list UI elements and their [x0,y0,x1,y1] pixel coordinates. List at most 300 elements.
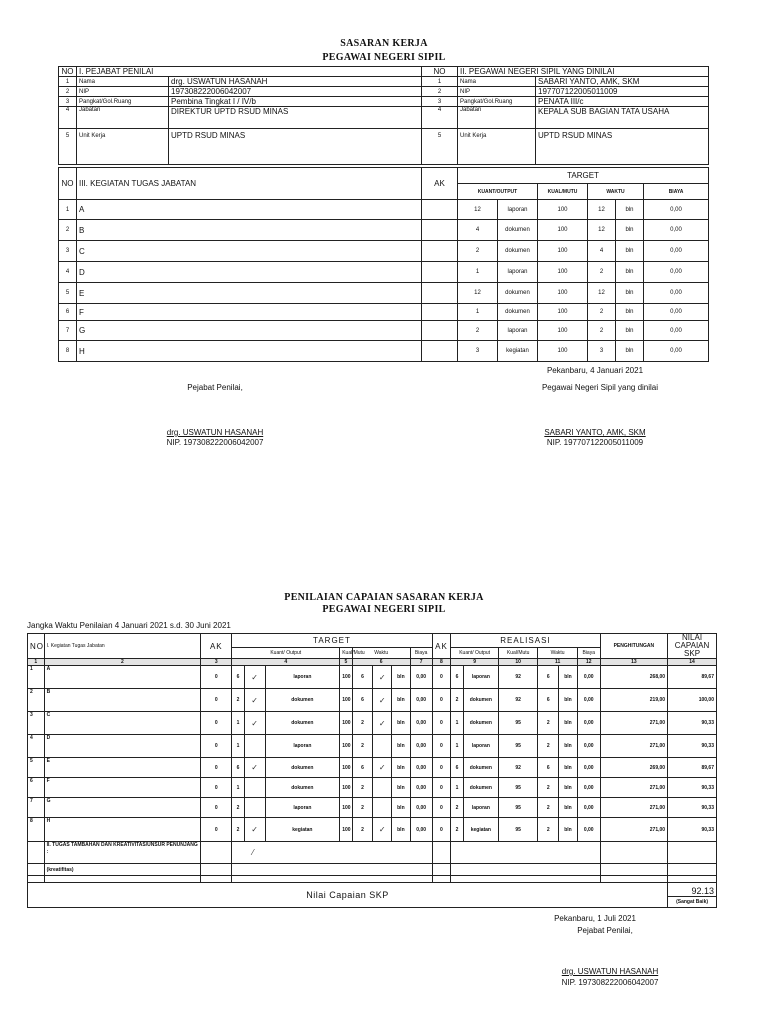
row-number: 1 [59,200,77,220]
realisasi-waktu-unit: bln [559,758,578,778]
target-biaya: 0,00 [410,689,432,712]
header-target: TARGET [458,168,709,184]
column-number: 3 [201,659,232,666]
table-row [59,321,709,341]
kuant-value: 12 [458,283,498,304]
pegawai-signature-nip: NIP. 197707122005011009 [546,438,644,447]
header-pegawai-dinilai: II. PEGAWAI NEGERI SIPIL YANG DINILAI [458,67,709,77]
kreatifitas-row [28,864,717,876]
column-number: 14 [668,659,717,666]
biaya-value: 0,00 [644,304,709,321]
realisasi-kuant: 6 [451,758,463,778]
header-kuant-output-realisasi: Kuant/ Output [451,648,499,659]
realisasi-mutu: 95 [498,735,537,758]
header-waktu-realisasi: Waktu [538,648,577,659]
skp-identity-table [58,66,709,165]
waktu-unit: bln [616,304,644,321]
kegiatan-name: C [77,241,422,262]
target-unit: dokumen [265,778,340,798]
kuant-unit: laporan [498,321,538,341]
realisasi-waktu: 2 [538,735,559,758]
row-number: 6 [28,778,45,798]
column-number: 4 [232,659,340,666]
kegiatan-name: A [77,200,422,220]
mutu-value: 100 [538,283,588,304]
target-waktu-unit: bln [392,818,411,842]
header-ak-realisasi: AK [432,634,451,659]
row-number: 1 [59,77,77,87]
kuant-value: 4 [458,220,498,241]
header-kegiatan: III. KEGIATAN TUGAS JABATAN [77,168,422,200]
ak-value: 0 [201,666,232,689]
col-no: NO [422,67,458,77]
table-row [59,304,709,321]
table-row [59,341,709,362]
realisasi-ak: 0 [432,689,451,712]
kuant-unit: dokumen [498,283,538,304]
target-waktu-unit: bln [392,666,411,689]
kegiatan-name: D [44,735,201,758]
penghitungan-value: 271,00 [600,712,667,735]
row-number: 4 [28,735,45,758]
field-label: Jabatan [77,107,169,129]
field-label: Unit Kerja [458,129,536,165]
target-waktu: 2 [352,735,373,758]
field-label: Pangkat/Gol.Ruang [458,97,536,107]
ak-value: 0 [201,798,232,818]
row-number: 5 [28,758,45,778]
nilai-kategori: (Sangat Baik) [676,898,709,905]
table-row [59,241,709,262]
column-number: 1 [28,659,45,666]
field-label: Nama [77,77,169,87]
row-number: 5 [59,129,77,165]
realisasi-kuant: 1 [451,712,463,735]
target-biaya: 0,00 [410,735,432,758]
checkmark-icon: ✓ [244,689,265,712]
target-biaya: 0,00 [410,798,432,818]
header-kual-mutu: KUAL/MUTU [538,184,588,200]
pegawai-jabatan: KEPALA SUB BAGIAN TATA USAHA [536,107,709,129]
row-number: 3 [422,97,458,107]
realisasi-unit: dokumen [463,758,498,778]
realisasi-kuant: 1 [451,778,463,798]
pejabat-role-2: Pejabat Penilai, [577,926,633,935]
header-biaya: Biaya [410,648,432,659]
target-unit: laporan [265,798,340,818]
realisasi-waktu: 2 [538,798,559,818]
realisasi-unit: dokumen [463,689,498,712]
realisasi-ak: 0 [432,712,451,735]
header-realisasi: REALISASI [451,634,600,648]
header-ak: AK [201,634,232,659]
waktu-value: 2 [588,321,616,341]
header-kuant-output: KUANT/OUTPUT [458,184,538,200]
realisasi-waktu-unit: bln [559,712,578,735]
realisasi-ak: 0 [432,735,451,758]
kreatifitas-label: (kreatifitas) [44,864,201,876]
penghitungan-value: 219,00 [600,689,667,712]
ak-value: 0 [201,758,232,778]
target-mutu: 100 [340,818,352,842]
realisasi-waktu: 2 [538,818,559,842]
realisasi-waktu: 2 [538,778,559,798]
realisasi-biaya: 0,00 [577,666,600,689]
realisasi-unit: laporan [463,666,498,689]
pen-stroke-icon: ⁄ [232,842,432,864]
penghitungan-value: 268,00 [600,666,667,689]
kegiatan-name: G [44,798,201,818]
waktu-unit: bln [616,321,644,341]
kuant-unit: dokumen [498,304,538,321]
doc2-title: PENILAIAN CAPAIAN SASARAN KERJA [284,592,484,603]
target-unit: dokumen [265,712,340,735]
penilaian-table [27,633,717,908]
realisasi-biaya: 0,00 [577,689,600,712]
waktu-unit: bln [616,200,644,220]
target-mutu: 100 [340,798,352,818]
waktu-value: 2 [588,304,616,321]
kegiatan-name: E [77,283,422,304]
realisasi-mutu: 92 [498,689,537,712]
kuant-unit: dokumen [498,241,538,262]
kuant-value: 3 [458,341,498,362]
kegiatan-name: H [44,818,201,842]
pegawai-unit-kerja: UPTD RSUD MINAS [536,129,709,165]
kuant-value: 1 [458,262,498,283]
pejabat-unit-kerja: UPTD RSUD MINAS [169,129,422,165]
field-label: Pangkat/Gol.Ruang [77,97,169,107]
realisasi-waktu-unit: bln [559,798,578,818]
realisasi-ak: 0 [432,818,451,842]
sign-date-2: Pekanbaru, 1 Juli 2021 [554,914,636,923]
ak-value: 0 [201,818,232,842]
target-waktu: 6 [352,689,373,712]
pegawai-signature-name: SABARI YANTO, AMK, SKM [544,428,646,437]
biaya-value: 0,00 [644,341,709,362]
realisasi-mutu: 92 [498,758,537,778]
biaya-value: 0,00 [644,262,709,283]
realisasi-ak: 0 [432,798,451,818]
checkmark-icon: ✓ [373,712,392,735]
mutu-value: 100 [538,304,588,321]
target-kuant: 1 [232,735,244,758]
kegiatan-name: C [44,712,201,735]
header-kuant-output: Kuant/ Output [232,648,340,659]
waktu-value: 12 [588,200,616,220]
pejabat-signature-nip-2: NIP. 197308222006042007 [561,978,659,987]
realisasi-ak: 0 [432,758,451,778]
checkmark-icon: ✓ [244,818,265,842]
target-waktu-unit: bln [392,712,411,735]
row-number: 4 [59,262,77,283]
pejabat-nip: 197308222006042007 [169,87,422,97]
table-row [28,666,717,689]
realisasi-unit: kegiatan [463,818,498,842]
nilai-capaian-value: 90,33 [668,818,717,842]
realisasi-waktu-unit: bln [559,818,578,842]
realisasi-unit: dokumen [463,778,498,798]
pegawai-nama: SABARI YANTO, AMK, SKM [536,77,709,87]
kuant-unit: dokumen [498,220,538,241]
penghitungan-value: 271,00 [600,818,667,842]
realisasi-kuant: 2 [451,689,463,712]
row-number: 5 [59,283,77,304]
kuant-value: 12 [458,200,498,220]
mutu-value: 100 [538,200,588,220]
table-row [28,712,717,735]
realisasi-mutu: 95 [498,712,537,735]
kuant-value: 2 [458,321,498,341]
target-waktu: 6 [352,666,373,689]
kegiatan-name: B [44,689,201,712]
row-number: 3 [59,241,77,262]
realisasi-biaya: 0,00 [577,758,600,778]
target-mutu: 100 [340,735,352,758]
target-unit: dokumen [265,758,340,778]
target-unit: laporan [265,666,340,689]
waktu-unit: bln [616,220,644,241]
realisasi-kuant: 1 [451,735,463,758]
kuant-value: 2 [458,241,498,262]
ak-value: 0 [201,735,232,758]
column-number: 12 [577,659,600,666]
realisasi-ak: 0 [432,778,451,798]
table-row [59,200,709,220]
waktu-unit: bln [616,262,644,283]
biaya-value: 0,00 [644,283,709,304]
kuant-unit: laporan [498,200,538,220]
row-number: 2 [59,220,77,241]
header-pejabat-penilai: I. PEJABAT PENILAI [77,67,422,77]
waktu-value: 2 [588,262,616,283]
target-unit: laporan [265,735,340,758]
target-waktu-unit: bln [392,798,411,818]
checkmark-icon: ✓ [373,666,392,689]
pejabat-jabatan: DIREKTUR UPTD RSUD MINAS [169,107,422,129]
nilai-capaian-value: 90,33 [668,735,717,758]
target-kuant: 6 [232,758,244,778]
column-number: 11 [538,659,577,666]
realisasi-biaya: 0,00 [577,735,600,758]
row-number: 5 [422,129,458,165]
target-waktu: 2 [352,778,373,798]
realisasi-waktu-unit: bln [559,735,578,758]
target-waktu-unit: bln [392,735,411,758]
field-label: Unit Kerja [77,129,169,165]
pejabat-role: Pejabat Penilai, [187,383,243,392]
row-number: 3 [28,712,45,735]
table-row [28,735,717,758]
header-target: TARGET [232,634,432,648]
row-number: 8 [28,818,45,842]
pegawai-nip: 197707122005011009 [536,87,709,97]
realisasi-waktu: 6 [538,758,559,778]
mutu-value: 100 [538,262,588,283]
mutu-value: 100 [538,341,588,362]
kuant-unit: laporan [498,262,538,283]
header-biaya: BIAYA [644,184,709,200]
target-kuant: 2 [232,798,244,818]
penghitungan-value: 271,00 [600,778,667,798]
target-biaya: 0,00 [410,712,432,735]
row-number: 2 [422,87,458,97]
column-number: 9 [451,659,499,666]
target-biaya: 0,00 [410,758,432,778]
row-number: 4 [422,107,458,129]
header-biaya-realisasi: Biaya [577,648,600,659]
waktu-value: 3 [588,341,616,362]
waktu-value: 12 [588,220,616,241]
mutu-value: 100 [538,321,588,341]
target-waktu-unit: bln [392,758,411,778]
kegiatan-name: D [77,262,422,283]
header-nilai-capaian: NILAI CAPAIAN SKP [668,634,717,659]
ak-value: 0 [201,778,232,798]
target-kuant: 1 [232,712,244,735]
realisasi-biaya: 0,00 [577,798,600,818]
row-number: 7 [59,321,77,341]
nilai-capaian-value: 90,33 [668,798,717,818]
kegiatan-name: E [44,758,201,778]
realisasi-unit: dokumen [463,712,498,735]
table-row [59,220,709,241]
realisasi-biaya: 0,00 [577,818,600,842]
target-kuant: 2 [232,818,244,842]
realisasi-unit: laporan [463,735,498,758]
waktu-unit: bln [616,283,644,304]
table-row [28,778,717,798]
row-number: 1 [28,666,45,689]
realisasi-waktu: 2 [538,712,559,735]
biaya-value: 0,00 [644,321,709,341]
pejabat-signature-name: drg. USWATUN HASANAH [166,428,264,437]
waktu-unit: bln [616,341,644,362]
header-kual-mutu-realisasi: Kual/Mutu [498,648,537,659]
nilai-capaian-value: 89,67 [668,758,717,778]
pejabat-signature-name-2: drg. USWATUN HASANAH [561,967,659,976]
column-number: 8 [432,659,451,666]
realisasi-biaya: 0,00 [577,712,600,735]
realisasi-unit: laporan [463,798,498,818]
target-waktu: 2 [352,712,373,735]
realisasi-waktu: 6 [538,666,559,689]
nilai-capaian-value: 90,33 [668,778,717,798]
column-number: 2 [44,659,201,666]
kegiatan-name: A [44,666,201,689]
row-number: 2 [28,689,45,712]
realisasi-ak: 0 [432,666,451,689]
field-label: Jabatan [458,107,536,129]
row-number: 4 [59,107,77,129]
header-ak: AK [422,168,458,200]
target-mutu: 100 [340,758,352,778]
biaya-value: 0,00 [644,241,709,262]
column-number: 13 [600,659,667,666]
biaya-value: 0,00 [644,220,709,241]
pejabat-nama: drg. USWATUN HASANAH [169,77,422,87]
target-mutu: 100 [340,689,352,712]
column-number: 7 [410,659,432,666]
penghitungan-value: 271,00 [600,798,667,818]
kegiatan-name: F [44,778,201,798]
target-waktu: 6 [352,758,373,778]
col-no: NO [59,168,77,200]
target-kuant: 1 [232,778,244,798]
mutu-value: 100 [538,241,588,262]
realisasi-waktu-unit: bln [559,689,578,712]
field-label: NIP [77,87,169,97]
table-row [59,262,709,283]
row-number: 6 [59,304,77,321]
waktu-value: 12 [588,283,616,304]
target-biaya: 0,00 [410,818,432,842]
target-waktu-unit: bln [392,778,411,798]
header-waktu: WAKTU [588,184,644,200]
target-kuant: 2 [232,689,244,712]
checkmark-icon: ✓ [244,758,265,778]
waktu-value: 4 [588,241,616,262]
realisasi-waktu: 6 [538,689,559,712]
checkmark-icon: ✓ [373,818,392,842]
header-kual-mutu: Kual/Mutu [340,648,352,659]
waktu-unit: bln [616,241,644,262]
col-no: NO [28,634,45,659]
target-waktu: 2 [352,818,373,842]
ak-value: 0 [201,689,232,712]
row-number: 7 [28,798,45,818]
tugas-tambahan-row [28,842,717,864]
checkmark-icon: ✓ [373,689,392,712]
kegiatan-name: F [77,304,422,321]
header-waktu: Waktu [352,648,410,659]
doc1-subtitle: PEGAWAI NEGERI SIPIL [322,52,446,63]
realisasi-kuant: 2 [451,818,463,842]
field-label: NIP [458,87,536,97]
ak-value: 0 [201,712,232,735]
table-row [28,689,717,712]
target-biaya: 0,00 [410,778,432,798]
realisasi-kuant: 2 [451,798,463,818]
checkmark-icon: ✓ [244,666,265,689]
target-biaya: 0,00 [410,666,432,689]
nilai-capaian-value: 100,00 [668,689,717,712]
target-unit: dokumen [265,689,340,712]
realisasi-mutu: 95 [498,778,537,798]
pegawai-pangkat: PENATA III/c [536,97,709,107]
pejabat-signature-nip: NIP. 197308222006042007 [166,438,264,447]
mutu-value: 100 [538,220,588,241]
kuant-value: 1 [458,304,498,321]
target-unit: kegiatan [265,818,340,842]
doc1-title: SASARAN KERJA [340,38,428,49]
kegiatan-name: B [77,220,422,241]
kegiatan-name: G [77,321,422,341]
realisasi-mutu: 95 [498,818,537,842]
target-waktu: 2 [352,798,373,818]
table-row [28,758,717,778]
target-mutu: 100 [340,666,352,689]
checkmark-icon: ✓ [244,712,265,735]
row-number: 2 [59,87,77,97]
biaya-value: 0,00 [644,200,709,220]
nilai-capaian-total: 92.13 [668,886,716,897]
target-waktu-unit: bln [392,689,411,712]
sign-date: Pekanbaru, 4 Januari 2021 [546,366,644,375]
assessment-period: Jangka Waktu Penilaian 4 Januari 2021 s.d. 30 Juni 2021 [27,621,231,630]
column-number: 6 [352,659,410,666]
nilai-capaian-label: Nilai Capaian SKP [28,883,668,908]
